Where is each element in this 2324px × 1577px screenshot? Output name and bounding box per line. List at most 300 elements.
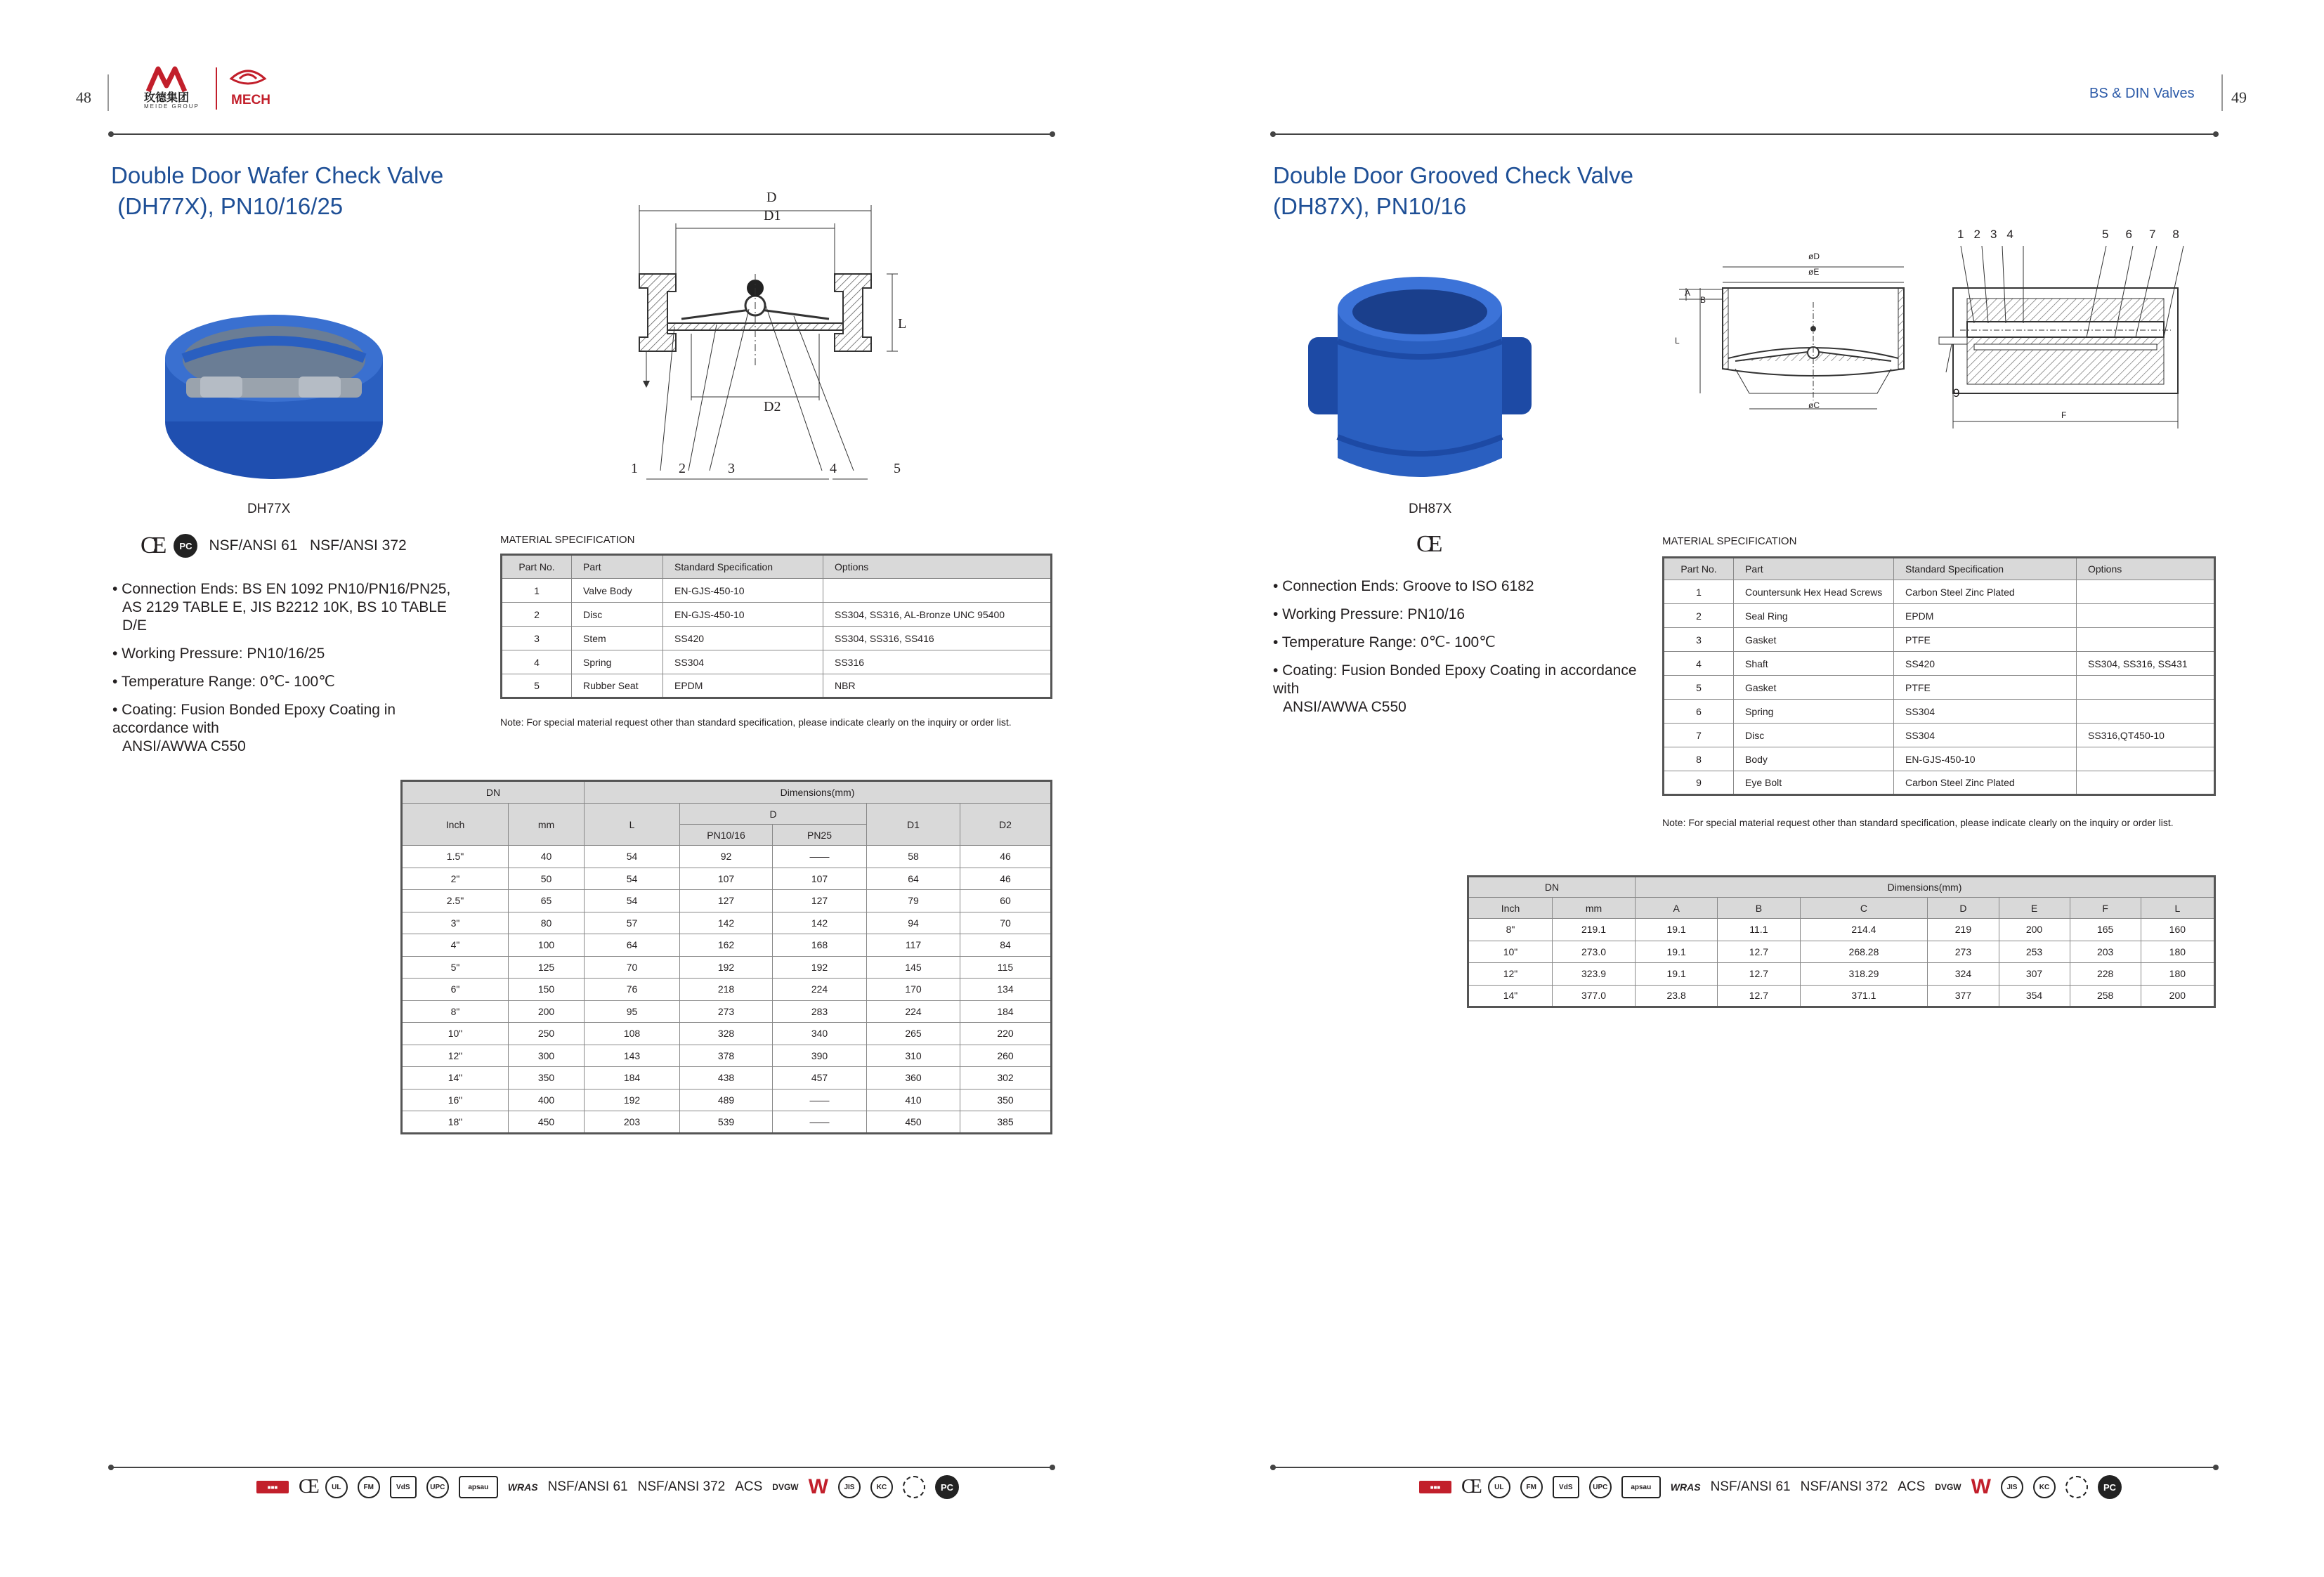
fm-mark-icon: FM <box>1520 1476 1543 1498</box>
ce-mark-icon: CE <box>1461 1476 1478 1498</box>
product-caption-right: DH87X <box>1409 502 1452 516</box>
kc-mark-icon: KC <box>2033 1476 2056 1498</box>
callout-4: 4 <box>2006 228 2013 241</box>
table-cell: 108 <box>585 1023 680 1045</box>
dim-label-l: L <box>898 316 907 332</box>
table-cell: EN-GJS-450-10 <box>1894 747 2077 771</box>
vds-mark-icon: VdS <box>390 1476 417 1498</box>
table-cell: SS420 <box>663 627 823 650</box>
callout-1: 1 <box>631 461 638 476</box>
dvgw-mark-icon: DVGW <box>1935 1482 1961 1492</box>
table-row <box>402 1111 1052 1134</box>
hdr-mm: mm <box>509 804 585 846</box>
product-caption-left: DH77X <box>247 502 291 516</box>
table-cell: 12" <box>402 1045 509 1067</box>
dvgw-mark-icon: DVGW <box>772 1482 799 1492</box>
material-rows <box>1664 580 2215 795</box>
table-row <box>402 868 1052 890</box>
table-cell: 23.8 <box>1636 985 1718 1007</box>
brand-en: MEIDE GROUP <box>144 103 200 110</box>
material-note-left: Note: For special material request other than standard specification, please indicate clearly on the inquiry or order list. <box>500 716 1012 728</box>
table-cell: 307 <box>1999 963 2070 986</box>
table-cell: SS304 <box>1894 724 2077 747</box>
bullet-temperature: • Temperature Range: 0℃- 100℃ <box>112 674 335 690</box>
callout-3: 3 <box>1990 228 1997 241</box>
material-table-left <box>500 554 1052 699</box>
material-rows <box>502 579 1052 698</box>
table-cell: 5 <box>502 674 572 698</box>
table-cell: SS304 <box>663 650 823 674</box>
dh77x-product-image <box>158 309 390 485</box>
red-badge-icon: ■■■ <box>1419 1481 1451 1493</box>
table-cell: 354 <box>1999 985 2070 1007</box>
material-note-right: Note: For special material request other than standard specification, please indicate clearly on the inquiry or order list. <box>1662 817 2174 828</box>
table-cell: 371.1 <box>1800 985 1928 1007</box>
callout-1: 1 <box>1957 228 1964 241</box>
table-cell: 7 <box>1664 724 1734 747</box>
table-cell: 390 <box>773 1045 867 1067</box>
table-row <box>1664 747 2215 771</box>
table-cell: SS304 <box>1894 700 2077 724</box>
w-mark-icon: W <box>808 1475 828 1498</box>
table-cell: Gasket <box>1734 628 1894 652</box>
table-cell: 162 <box>680 934 773 957</box>
table-row <box>402 934 1052 957</box>
table-cell: 360 <box>867 1067 960 1089</box>
table-cell: 214.4 <box>1800 919 1928 941</box>
table-cell: 450 <box>509 1111 585 1134</box>
kc-mark-icon: KC <box>870 1476 893 1498</box>
callout-5: 5 <box>2102 228 2109 241</box>
table-row <box>1664 628 2215 652</box>
table-cell: 8 <box>1664 747 1734 771</box>
table-row <box>402 912 1052 934</box>
col-options: Options <box>2077 558 2215 580</box>
header-rule-right <box>1273 133 2216 135</box>
table-cell: 3 <box>502 627 572 650</box>
table-cell: 324 <box>1928 963 1999 986</box>
bullet-connection: • Connection Ends: Groove to ISO 6182 <box>1273 578 1534 594</box>
dims-col-headers <box>1468 898 2215 919</box>
bullet-temperature: • Temperature Range: 0℃- 100℃ <box>1273 634 1496 650</box>
col-part: Part <box>572 555 663 579</box>
jis-mark-icon: JIS <box>2001 1476 2023 1498</box>
table-cell: 1.5" <box>402 846 509 868</box>
table-cell: 127 <box>680 890 773 912</box>
table-cell: 12.7 <box>1718 963 1800 986</box>
table-cell: 350 <box>509 1067 585 1089</box>
table-cell: 180 <box>2141 963 2214 986</box>
table-cell: Stem <box>572 627 663 650</box>
table-cell: 107 <box>773 868 867 890</box>
title-line-2: (DH87X), PN10/16 <box>1273 193 1467 219</box>
table-cell <box>2077 628 2215 652</box>
seal-mark-icon <box>903 1476 925 1498</box>
table-cell: 107 <box>680 868 773 890</box>
w-mark-icon: W <box>1971 1475 1991 1498</box>
pc-mark-icon: PC <box>174 534 197 558</box>
table-row <box>402 1000 1052 1023</box>
table-cell: 328 <box>680 1023 773 1045</box>
material-table-right <box>1662 556 2216 796</box>
table-cell: 58 <box>867 846 960 868</box>
table-cell: 410 <box>867 1089 960 1111</box>
table-cell: EPDM <box>663 674 823 698</box>
table-row <box>402 979 1052 1001</box>
col-standard: Standard Specification <box>1894 558 2077 580</box>
footer-nsf372: NSF/ANSI 372 <box>1800 1479 1888 1494</box>
hdr-inch: Inch <box>402 804 509 846</box>
table-cell: 184 <box>960 1000 1052 1023</box>
table-cell: 457 <box>773 1067 867 1089</box>
table-cell: Disc <box>572 603 663 627</box>
footer-rule-right <box>1273 1467 2216 1468</box>
table-cell: 11.1 <box>1718 919 1800 941</box>
table-cell: 192 <box>773 956 867 979</box>
table-cell: 40 <box>509 846 585 868</box>
callout-2: 2 <box>1973 228 1980 241</box>
ul-mark-icon: UL <box>325 1476 348 1498</box>
dim-label-oe: øE <box>1808 267 1820 277</box>
footer-acs: ACS <box>1898 1479 1926 1494</box>
callout-3: 3 <box>728 461 735 476</box>
table-cell: 4 <box>502 650 572 674</box>
table-cell: 12.7 <box>1718 941 1800 963</box>
bullet-connection-cont: AS 2129 TABLE E, JIS B2212 10K, BS 10 TABLE D/E <box>122 599 447 634</box>
hdr-dn: DN <box>1468 877 1636 898</box>
title-line-1: Double Door Grooved Check Valve <box>1273 162 1633 188</box>
table-cell: 4 <box>1664 652 1734 676</box>
table-cell: 70 <box>585 956 680 979</box>
page-title-left <box>111 160 443 222</box>
callout-6: 6 <box>2125 228 2132 241</box>
table-row <box>502 579 1052 603</box>
table-cell: SS316 <box>823 650 1052 674</box>
apsau-mark-icon: apsau <box>459 1476 498 1498</box>
table-cell: 250 <box>509 1023 585 1045</box>
table-cell: 377 <box>1928 985 1999 1007</box>
brand-mech: MECH <box>231 93 270 107</box>
table-cell: 302 <box>960 1067 1052 1089</box>
table-cell: 14" <box>1468 985 1553 1007</box>
footer-certs-left <box>256 1475 959 1499</box>
table-cell: Rubber Seat <box>572 674 663 698</box>
table-cell: 50 <box>509 868 585 890</box>
table-cell: 203 <box>585 1111 680 1134</box>
table-cell: 184 <box>585 1067 680 1089</box>
table-row <box>1664 724 2215 747</box>
table-cell: 438 <box>680 1067 773 1089</box>
table-cell: SS316,QT450-10 <box>2077 724 2215 747</box>
dim-label-d: D <box>766 190 777 205</box>
table-row <box>1468 985 2215 1007</box>
table-cell: 200 <box>509 1000 585 1023</box>
page-number-right: 49 <box>2231 89 2247 106</box>
table-cell: 377.0 <box>1553 985 1636 1007</box>
table-cell: 95 <box>585 1000 680 1023</box>
table-cell: 16" <box>402 1089 509 1111</box>
table-cell: 142 <box>773 912 867 934</box>
table-cell <box>2077 700 2215 724</box>
footer-nsf61: NSF/ANSI 61 <box>547 1479 628 1494</box>
brand-logo <box>144 65 285 114</box>
bullet-coating-cont: ANSI/AWWA C550 <box>1283 699 1406 715</box>
table-cell: 192 <box>585 1089 680 1111</box>
table-cell: 165 <box>2070 919 2141 941</box>
dim-label-a: A <box>1685 288 1691 298</box>
material-title-right: MATERIAL SPECIFICATION <box>1662 535 1797 547</box>
ce-mark-icon: CE <box>1416 531 1439 557</box>
dh87x-drawings <box>1658 232 2213 436</box>
table-cell: 117 <box>867 934 960 957</box>
table-cell: SS304, SS316, AL-Bronze UNC 95400 <box>823 603 1052 627</box>
table-cell: 273 <box>680 1000 773 1023</box>
table-cell <box>2077 747 2215 771</box>
table-cell: 219 <box>1928 919 1999 941</box>
table-cell: Valve Body <box>572 579 663 603</box>
callout-5: 5 <box>894 461 901 476</box>
footer-certs-right <box>1419 1475 2122 1499</box>
dim-label-b: B <box>1700 295 1706 305</box>
callouts-group-b <box>2102 228 2179 242</box>
table-cell: 258 <box>2070 985 2141 1007</box>
title-line-2: (DH77X), PN10/16/25 <box>111 193 344 219</box>
wras-mark-icon: WRAS <box>507 1481 538 1493</box>
nsf-certs: NSF/ANSI 61 NSF/ANSI 372 <box>209 537 407 554</box>
pc-mark-icon: PC <box>935 1475 959 1499</box>
hdr-pn25: PN25 <box>773 825 867 846</box>
table-row <box>402 1045 1052 1067</box>
table-cell: 12" <box>1468 963 1553 986</box>
table-row <box>402 1023 1052 1045</box>
fm-mark-icon: FM <box>358 1476 380 1498</box>
table-cell: 125 <box>509 956 585 979</box>
table-cell: 18" <box>402 1111 509 1134</box>
ul-mark-icon: UL <box>1488 1476 1510 1498</box>
bullet-pressure: • Working Pressure: PN10/16 <box>1273 606 1465 622</box>
table-cell: PTFE <box>1894 676 2077 700</box>
hdr-dimensions: Dimensions(mm) <box>585 781 1052 804</box>
column-header: B <box>1718 898 1800 919</box>
table-cell: 14" <box>402 1067 509 1089</box>
red-badge-icon: ■■■ <box>256 1481 289 1493</box>
table-cell: —— <box>773 1111 867 1134</box>
page-number-left: 48 <box>76 89 91 106</box>
table-row <box>1664 652 2215 676</box>
table-cell: 143 <box>585 1045 680 1067</box>
dim-label-d1: D1 <box>764 208 781 223</box>
table-cell: SS304, SS316, SS431 <box>2077 652 2215 676</box>
table-cell: Disc <box>1734 724 1894 747</box>
table-cell: 300 <box>509 1045 585 1067</box>
table-cell <box>2077 580 2215 604</box>
apsau-mark-icon: apsau <box>1621 1476 1661 1498</box>
table-cell: 2 <box>502 603 572 627</box>
table-row <box>1468 963 2215 986</box>
table-cell: 60 <box>960 890 1052 912</box>
table-cell: 12.7 <box>1718 985 1800 1007</box>
dim-label-oc: øC <box>1808 400 1820 410</box>
wras-mark-icon: WRAS <box>1670 1481 1701 1493</box>
dh77x-section-drawing <box>618 190 941 485</box>
bullet-pressure: • Working Pressure: PN10/16/25 <box>112 646 325 662</box>
table-cell: Countersunk Hex Head Screws <box>1734 580 1894 604</box>
footer-nsf61: NSF/ANSI 61 <box>1710 1479 1791 1494</box>
dimensions-table-left <box>400 780 1052 1134</box>
callout-8: 8 <box>2172 228 2179 241</box>
spec-bullets-right <box>1273 577 1638 726</box>
dimension-rows <box>1468 919 2215 1007</box>
table-cell: 92 <box>680 846 773 868</box>
table-cell: 283 <box>773 1000 867 1023</box>
header-divider <box>107 74 109 111</box>
table-cell: 1 <box>502 579 572 603</box>
callout-4: 4 <box>830 461 837 476</box>
table-cell: —— <box>773 846 867 868</box>
hdr-l: L <box>585 804 680 846</box>
table-cell <box>2077 604 2215 628</box>
table-cell: 160 <box>2141 919 2214 941</box>
table-cell: SS304, SS316, SS416 <box>823 627 1052 650</box>
column-header: A <box>1636 898 1718 919</box>
table-cell: 203 <box>2070 941 2141 963</box>
table-cell: 142 <box>680 912 773 934</box>
spec-bullets-left <box>112 580 464 766</box>
table-row <box>1664 771 2215 795</box>
callout-7: 7 <box>2148 228 2156 241</box>
dim-label-od: øD <box>1808 251 1820 261</box>
table-cell: EN-GJS-450-10 <box>663 579 823 603</box>
table-cell: PTFE <box>1894 628 2077 652</box>
table-row <box>1664 700 2215 724</box>
table-cell: 5" <box>402 956 509 979</box>
table-cell: 2" <box>402 868 509 890</box>
dimension-rows <box>402 846 1052 1134</box>
seal-mark-icon <box>2065 1476 2088 1498</box>
table-cell: 224 <box>867 1000 960 1023</box>
dh87x-product-image <box>1308 274 1533 492</box>
table-cell: 1 <box>1664 580 1734 604</box>
table-cell: 450 <box>867 1111 960 1134</box>
bullet-connection: • Connection Ends: BS EN 1092 PN10/PN16/PN25, <box>112 581 451 597</box>
brand-divider <box>216 67 217 110</box>
table-cell: EN-GJS-450-10 <box>663 603 823 627</box>
table-cell: 310 <box>867 1045 960 1067</box>
table-cell: Eye Bolt <box>1734 771 1894 795</box>
table-cell <box>2077 771 2215 795</box>
upc-mark-icon: UPC <box>426 1476 449 1498</box>
table-row <box>502 603 1052 627</box>
col-standard: Standard Specification <box>663 555 823 579</box>
table-row <box>1664 604 2215 628</box>
col-part-no: Part No. <box>502 555 572 579</box>
table-cell: —— <box>773 1089 867 1111</box>
table-row <box>502 627 1052 650</box>
table-cell: 19.1 <box>1636 919 1718 941</box>
table-row <box>502 674 1052 698</box>
table-cell: 10" <box>1468 941 1553 963</box>
table-cell: 168 <box>773 934 867 957</box>
table-cell: Carbon Steel Zinc Plated <box>1894 771 2077 795</box>
table-cell: SS420 <box>1894 652 2077 676</box>
table-cell: 127 <box>773 890 867 912</box>
bullet-coating: • Coating: Fusion Bonded Epoxy Coating in accordance with <box>1273 662 1637 697</box>
table-row <box>402 956 1052 979</box>
column-header: mm <box>1553 898 1636 919</box>
hdr-pn1016: PN10/16 <box>680 825 773 846</box>
footer-acs: ACS <box>735 1479 763 1494</box>
table-row <box>1468 919 2215 941</box>
table-cell: 170 <box>867 979 960 1001</box>
table-cell: 200 <box>2141 985 2214 1007</box>
table-cell: 273.0 <box>1553 941 1636 963</box>
jis-mark-icon: JIS <box>838 1476 861 1498</box>
table-cell: 6 <box>1664 700 1734 724</box>
table-cell: 4" <box>402 934 509 957</box>
table-cell: 224 <box>773 979 867 1001</box>
hdr-d1: D1 <box>867 804 960 846</box>
table-cell: 80 <box>509 912 585 934</box>
mech-logo-icon <box>227 67 269 90</box>
table-cell: 115 <box>960 956 1052 979</box>
table-cell: 64 <box>867 868 960 890</box>
table-cell: 19.1 <box>1636 963 1718 986</box>
table-cell: 5 <box>1664 676 1734 700</box>
callout-9: 9 <box>1953 386 1960 400</box>
table-cell: Carbon Steel Zinc Plated <box>1894 580 2077 604</box>
table-cell: 253 <box>1999 941 2070 963</box>
table-cell: 3 <box>1664 628 1734 652</box>
table-cell: 10" <box>402 1023 509 1045</box>
table-row <box>402 890 1052 912</box>
table-cell: 145 <box>867 956 960 979</box>
table-cell: Gasket <box>1734 676 1894 700</box>
vds-mark-icon: VdS <box>1553 1476 1579 1498</box>
pc-mark-icon: PC <box>2098 1475 2122 1499</box>
page-title-right <box>1273 160 1633 222</box>
table-cell: 489 <box>680 1089 773 1111</box>
table-cell: 273 <box>1928 941 1999 963</box>
table-row <box>402 1067 1052 1089</box>
table-cell: 8" <box>1468 919 1553 941</box>
table-cell: 219.1 <box>1553 919 1636 941</box>
header-section-title: BS & DIN Valves <box>2089 86 2195 101</box>
table-cell: 6" <box>402 979 509 1001</box>
column-header: L <box>2141 898 2214 919</box>
table-cell: 220 <box>960 1023 1052 1045</box>
title-line-1: Double Door Wafer Check Valve <box>111 162 444 188</box>
hdr-dimensions: Dimensions(mm) <box>1636 877 2215 898</box>
column-header: F <box>2070 898 2141 919</box>
cert-line-left <box>141 532 407 559</box>
table-cell <box>2077 676 2215 700</box>
header-rule-left <box>111 133 1052 135</box>
table-cell: 9 <box>1664 771 1734 795</box>
dim-label-d2: D2 <box>764 399 781 414</box>
footer-nsf372: NSF/ANSI 372 <box>637 1479 726 1494</box>
bullet-coating: • Coating: Fusion Bonded Epoxy Coating in accordance with <box>112 702 396 736</box>
footer-rule-left <box>111 1467 1052 1468</box>
table-cell: 100 <box>509 934 585 957</box>
col-part-no: Part No. <box>1664 558 1734 580</box>
callouts-group-a <box>1957 228 2013 242</box>
table-cell: 218 <box>680 979 773 1001</box>
column-header: D <box>1928 898 1999 919</box>
table-cell: 385 <box>960 1111 1052 1134</box>
callout-2: 2 <box>679 461 686 476</box>
table-row <box>1468 941 2215 963</box>
table-cell <box>823 579 1052 603</box>
